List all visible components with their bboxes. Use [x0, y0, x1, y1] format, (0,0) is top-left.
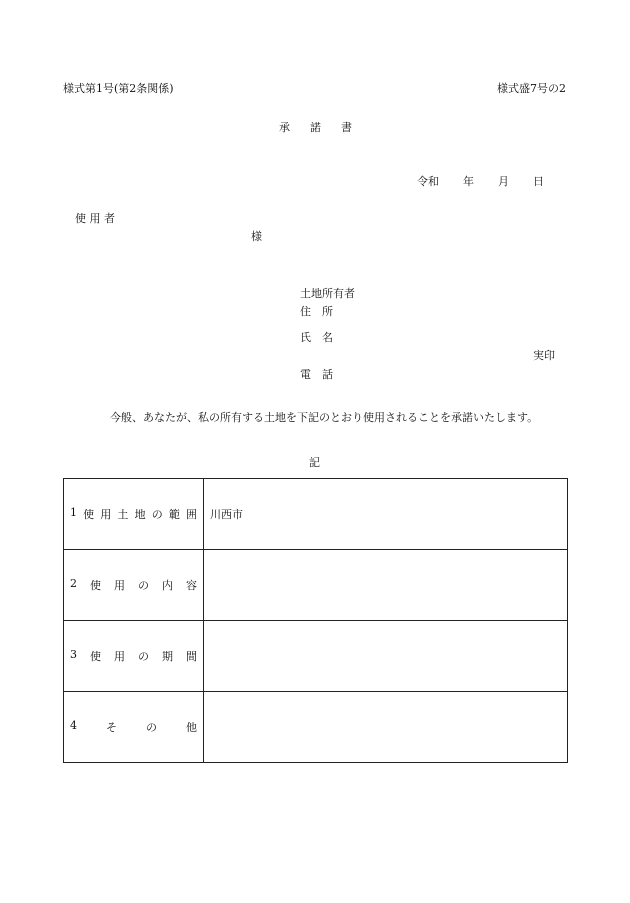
table-row	[64, 621, 568, 692]
owner-address-label: 住 所	[300, 305, 333, 318]
row-value-cell[interactable]	[204, 621, 568, 692]
label-char: 用	[100, 508, 112, 521]
table-row	[64, 550, 568, 621]
row-value-cell[interactable]	[204, 692, 568, 763]
seal-label: 実印	[533, 349, 555, 362]
table-row	[64, 479, 568, 550]
date-year-unit: 年	[463, 175, 474, 188]
owner-phone-label: 電 話	[300, 368, 333, 381]
label-char: 用	[114, 579, 125, 592]
form-number-right: 様式盛7号の2	[497, 82, 566, 95]
row-label	[64, 648, 203, 664]
date-day-unit: 日	[533, 175, 544, 188]
label-char: 他	[186, 721, 197, 734]
label-char: 内	[162, 579, 173, 592]
date-month-unit: 月	[498, 175, 509, 188]
owner-heading: 土地所有者	[300, 287, 355, 300]
label-char: 地	[134, 508, 146, 521]
row-label-cell	[64, 479, 204, 550]
label-char: 間	[186, 650, 197, 663]
label-char: 用	[114, 650, 125, 663]
label-char: の	[138, 579, 149, 592]
row-label	[64, 506, 203, 522]
label-char: の	[146, 721, 157, 734]
title-char: 諾	[310, 121, 321, 134]
label-char: 使	[90, 579, 101, 592]
label-char: 使	[90, 650, 101, 663]
title-char: 承	[279, 121, 290, 134]
row-value-cell[interactable]	[204, 550, 568, 621]
owner-name-label: 氏 名	[300, 331, 333, 344]
table-row	[64, 692, 568, 763]
label-char: の	[138, 650, 149, 663]
label-char: 3	[70, 648, 77, 661]
label-char: 範	[168, 508, 180, 521]
usage-details-table	[63, 478, 568, 763]
row-label-cell	[64, 550, 204, 621]
row-value-cell[interactable]: 川西市	[204, 479, 568, 550]
label-char: の	[151, 508, 163, 521]
label-char: 囲	[185, 508, 197, 521]
label-char: 4	[70, 719, 77, 732]
row-label-cell	[64, 621, 204, 692]
label-char: 容	[186, 579, 197, 592]
addressee-honorific: 様	[251, 230, 262, 243]
row-label-cell	[64, 692, 204, 763]
label-char: 使	[83, 508, 95, 521]
addressee-label: 使 用 者	[75, 212, 115, 225]
document-title	[279, 121, 372, 135]
label-char: 土	[117, 508, 129, 521]
date-line	[417, 175, 544, 189]
form-number-left: 様式第1号(第2条関係)	[63, 82, 174, 95]
label-char: 期	[162, 650, 173, 663]
label-char: 1	[70, 506, 77, 519]
row-label	[64, 577, 203, 593]
label-char: そ	[106, 721, 117, 734]
body-text: 今般、あなたが、私の所有する土地を下記のとおり使用されることを承諾いたします。	[110, 411, 539, 424]
ki-heading: 記	[309, 456, 320, 469]
label-char: 2	[70, 577, 77, 590]
row-label	[64, 719, 203, 735]
title-char: 書	[341, 121, 352, 134]
date-era: 令和	[417, 175, 439, 188]
